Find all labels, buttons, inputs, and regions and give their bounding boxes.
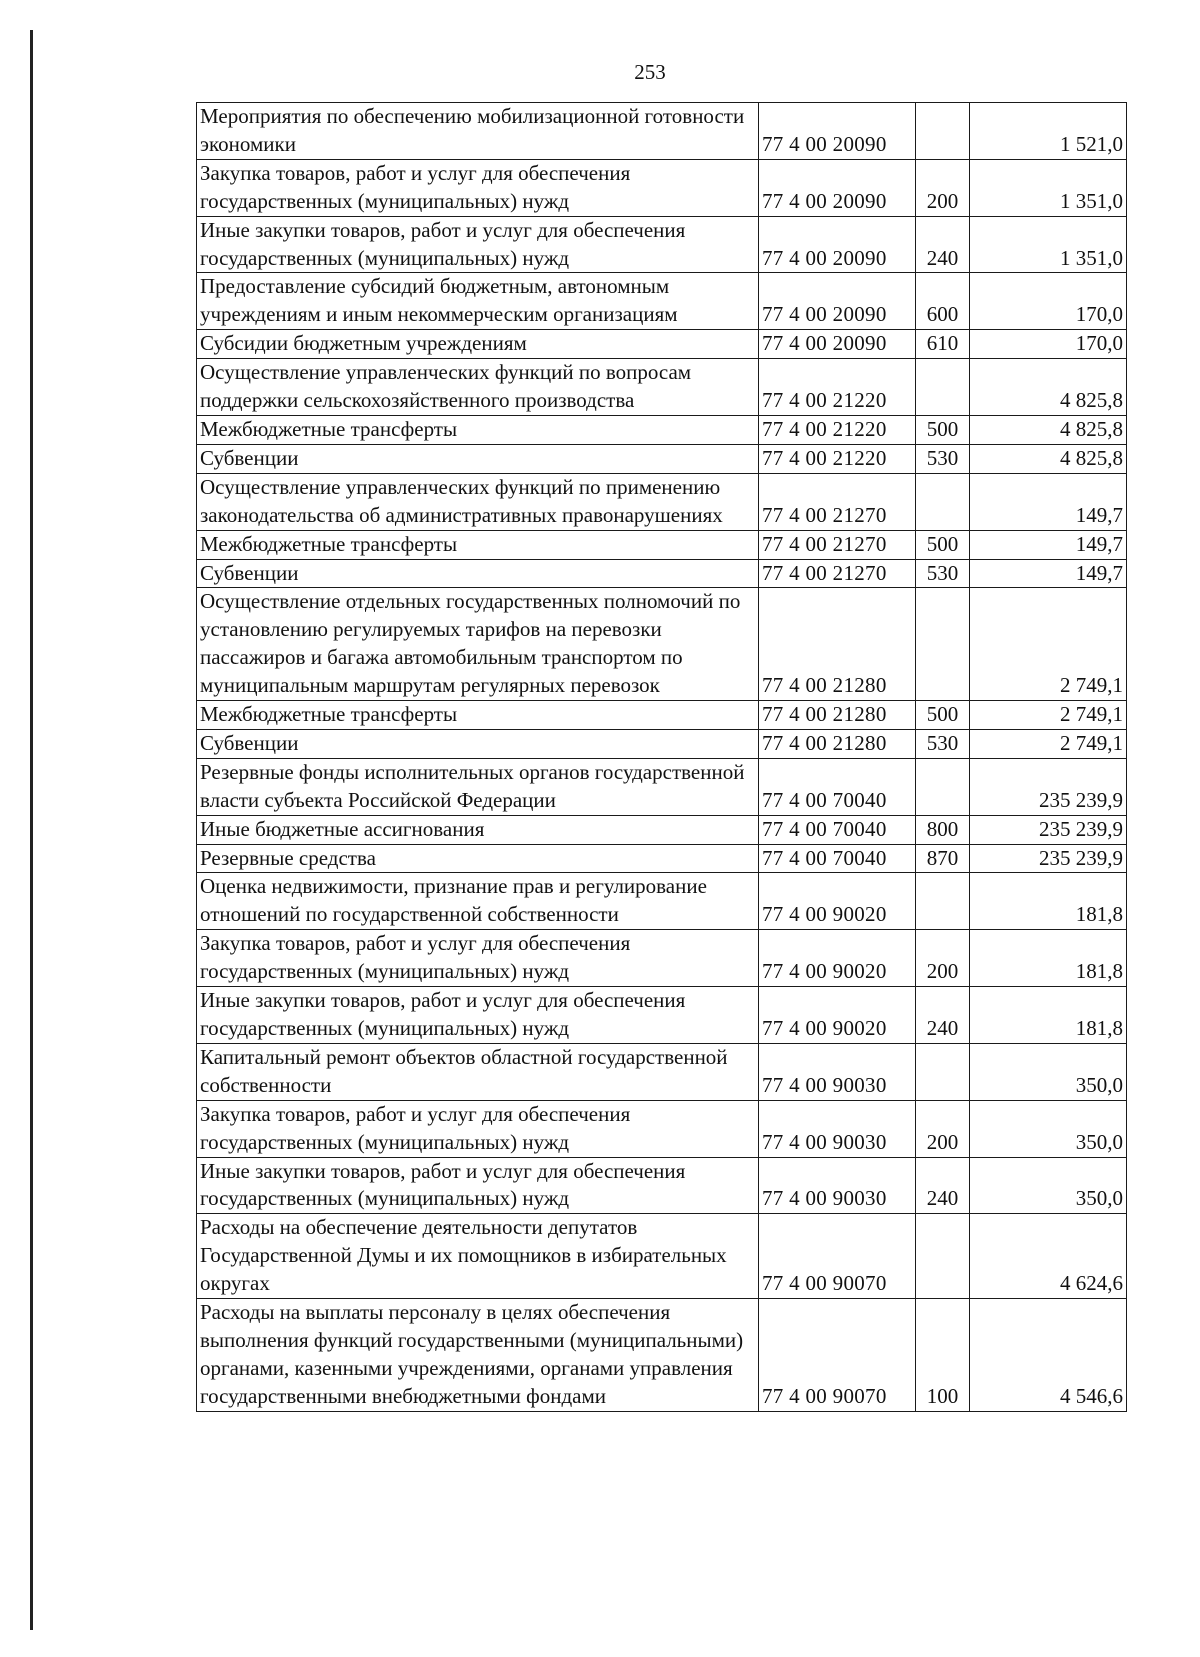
expense-type-cell <box>916 473 970 530</box>
row-name-cell: Расходы на выплаты персоналу в целях обеспечения выполнения функций государственными (муниципальными) органами, казенными учреждениями, органами управления государственными внебюджетными фондами <box>197 1299 759 1412</box>
row-name-cell: Межбюджетные трансферты <box>197 701 759 730</box>
target-code-cell: 77 4 00 21280 <box>759 729 916 758</box>
table-row <box>197 729 1127 758</box>
target-code-cell: 77 4 00 21280 <box>759 701 916 730</box>
expense-type-cell <box>916 1214 970 1299</box>
table-row <box>197 415 1127 444</box>
amount-cell: 149,7 <box>970 473 1127 530</box>
expense-type-cell <box>916 359 970 416</box>
row-name-cell: Оценка недвижимости, признание прав и регулирование отношений по государственной собственности <box>197 873 759 930</box>
amount-cell: 4 546,6 <box>970 1299 1127 1412</box>
target-code-cell: 77 4 00 20090 <box>759 159 916 216</box>
expense-type-cell: 600 <box>916 273 970 330</box>
table-row <box>197 588 1127 701</box>
row-name-cell: Резервные средства <box>197 844 759 873</box>
target-code-cell: 77 4 00 90070 <box>759 1299 916 1412</box>
row-name-cell: Осуществление отдельных государственных полномочий по установлению регулируемых тарифов на перевозки пассажиров и багажа автомобильным транспортом по муниципальным маршрутам регулярных перевозок <box>197 588 759 701</box>
table-row <box>197 758 1127 815</box>
table-row <box>197 103 1127 160</box>
amount-cell: 235 239,9 <box>970 815 1127 844</box>
table-row <box>197 473 1127 530</box>
row-name-cell: Межбюджетные трансферты <box>197 530 759 559</box>
table-row <box>197 530 1127 559</box>
row-name-cell: Иные закупки товаров, работ и услуг для обеспечения государственных (муниципальных) нужд <box>197 216 759 273</box>
target-code-cell: 77 4 00 90030 <box>759 1043 916 1100</box>
target-code-cell: 77 4 00 70040 <box>759 844 916 873</box>
amount-cell: 350,0 <box>970 1043 1127 1100</box>
budget-table <box>196 102 1127 1412</box>
amount-cell: 170,0 <box>970 330 1127 359</box>
table-row <box>197 359 1127 416</box>
row-name-cell: Закупка товаров, работ и услуг для обеспечения государственных (муниципальных) нужд <box>197 1100 759 1157</box>
amount-cell: 1 521,0 <box>970 103 1127 160</box>
expense-type-cell: 500 <box>916 530 970 559</box>
target-code-cell: 77 4 00 70040 <box>759 815 916 844</box>
row-name-cell: Субсидии бюджетным учреждениям <box>197 330 759 359</box>
table-row <box>197 1214 1127 1299</box>
row-name-cell: Субвенции <box>197 729 759 758</box>
expense-type-cell: 500 <box>916 415 970 444</box>
row-name-cell: Мероприятия по обеспечению мобилизационной готовности экономики <box>197 103 759 160</box>
row-name-cell: Субвенции <box>197 559 759 588</box>
expense-type-cell <box>916 588 970 701</box>
amount-cell: 2 749,1 <box>970 701 1127 730</box>
expense-type-cell: 200 <box>916 930 970 987</box>
target-code-cell: 77 4 00 21220 <box>759 359 916 416</box>
table-row <box>197 873 1127 930</box>
expense-type-cell <box>916 758 970 815</box>
target-code-cell: 77 4 00 90070 <box>759 1214 916 1299</box>
amount-cell: 1 351,0 <box>970 216 1127 273</box>
expense-type-cell: 530 <box>916 729 970 758</box>
amount-cell: 181,8 <box>970 987 1127 1044</box>
expense-type-cell <box>916 103 970 160</box>
target-code-cell: 77 4 00 90020 <box>759 987 916 1044</box>
table-row <box>197 1299 1127 1412</box>
expense-type-cell: 870 <box>916 844 970 873</box>
amount-cell: 4 624,6 <box>970 1214 1127 1299</box>
amount-cell: 149,7 <box>970 530 1127 559</box>
expense-type-cell <box>916 1043 970 1100</box>
target-code-cell: 77 4 00 20090 <box>759 103 916 160</box>
amount-cell: 350,0 <box>970 1100 1127 1157</box>
expense-type-cell: 800 <box>916 815 970 844</box>
target-code-cell: 77 4 00 70040 <box>759 758 916 815</box>
expense-type-cell: 530 <box>916 559 970 588</box>
row-name-cell: Иные закупки товаров, работ и услуг для обеспечения государственных (муниципальных) нужд <box>197 1157 759 1214</box>
table-row <box>197 1100 1127 1157</box>
expense-type-cell: 240 <box>916 1157 970 1214</box>
expense-type-cell: 200 <box>916 1100 970 1157</box>
table-row <box>197 159 1127 216</box>
row-name-cell: Расходы на обеспечение деятельности депутатов Государственной Думы и их помощников в избирательных округах <box>197 1214 759 1299</box>
table-row <box>197 1157 1127 1214</box>
amount-cell: 235 239,9 <box>970 758 1127 815</box>
amount-cell: 2 749,1 <box>970 729 1127 758</box>
target-code-cell: 77 4 00 20090 <box>759 216 916 273</box>
row-name-cell: Закупка товаров, работ и услуг для обеспечения государственных (муниципальных) нужд <box>197 159 759 216</box>
row-name-cell: Иные бюджетные ассигнования <box>197 815 759 844</box>
table-row <box>197 1043 1127 1100</box>
amount-cell: 4 825,8 <box>970 444 1127 473</box>
table-row <box>197 701 1127 730</box>
budget-table-body <box>197 103 1127 1412</box>
table-row <box>197 930 1127 987</box>
expense-type-cell: 100 <box>916 1299 970 1412</box>
target-code-cell: 77 4 00 21270 <box>759 559 916 588</box>
row-name-cell: Капитальный ремонт объектов областной государственной собственности <box>197 1043 759 1100</box>
amount-cell: 170,0 <box>970 273 1127 330</box>
page-number: 253 <box>634 60 666 84</box>
table-row <box>197 815 1127 844</box>
amount-cell: 149,7 <box>970 559 1127 588</box>
target-code-cell: 77 4 00 21270 <box>759 530 916 559</box>
amount-cell: 4 825,8 <box>970 359 1127 416</box>
row-name-cell: Межбюджетные трансферты <box>197 415 759 444</box>
amount-cell: 4 825,8 <box>970 415 1127 444</box>
table-row <box>197 987 1127 1044</box>
expense-type-cell: 500 <box>916 701 970 730</box>
target-code-cell: 77 4 00 21280 <box>759 588 916 701</box>
amount-cell: 181,8 <box>970 873 1127 930</box>
amount-cell: 181,8 <box>970 930 1127 987</box>
expense-type-cell: 530 <box>916 444 970 473</box>
row-name-cell: Закупка товаров, работ и услуг для обеспечения государственных (муниципальных) нужд <box>197 930 759 987</box>
target-code-cell: 77 4 00 90020 <box>759 930 916 987</box>
binding-edge-line <box>30 30 33 1630</box>
table-row <box>197 216 1127 273</box>
target-code-cell: 77 4 00 90030 <box>759 1157 916 1214</box>
amount-cell: 1 351,0 <box>970 159 1127 216</box>
expense-type-cell <box>916 873 970 930</box>
target-code-cell: 77 4 00 21220 <box>759 444 916 473</box>
target-code-cell: 77 4 00 21220 <box>759 415 916 444</box>
amount-cell: 2 749,1 <box>970 588 1127 701</box>
row-name-cell: Предоставление субсидий бюджетным, автономным учреждениям и иным некоммерческим организациям <box>197 273 759 330</box>
row-name-cell: Субвенции <box>197 444 759 473</box>
target-code-cell: 77 4 00 20090 <box>759 273 916 330</box>
expense-type-cell: 610 <box>916 330 970 359</box>
table-row <box>197 844 1127 873</box>
row-name-cell: Иные закупки товаров, работ и услуг для обеспечения государственных (муниципальных) нужд <box>197 987 759 1044</box>
expense-type-cell: 240 <box>916 987 970 1044</box>
table-row <box>197 273 1127 330</box>
row-name-cell: Резервные фонды исполнительных органов государственной власти субъекта Российской Федерации <box>197 758 759 815</box>
amount-cell: 235 239,9 <box>970 844 1127 873</box>
target-code-cell: 77 4 00 90020 <box>759 873 916 930</box>
target-code-cell: 77 4 00 21270 <box>759 473 916 530</box>
table-row <box>197 559 1127 588</box>
expense-type-cell: 240 <box>916 216 970 273</box>
target-code-cell: 77 4 00 20090 <box>759 330 916 359</box>
expense-type-cell: 200 <box>916 159 970 216</box>
target-code-cell: 77 4 00 90030 <box>759 1100 916 1157</box>
amount-cell: 350,0 <box>970 1157 1127 1214</box>
table-row <box>197 444 1127 473</box>
row-name-cell: Осуществление управленческих функций по вопросам поддержки сельскохозяйственного производства <box>197 359 759 416</box>
table-row <box>197 330 1127 359</box>
row-name-cell: Осуществление управленческих функций по применению законодательства об административных правонарушениях <box>197 473 759 530</box>
